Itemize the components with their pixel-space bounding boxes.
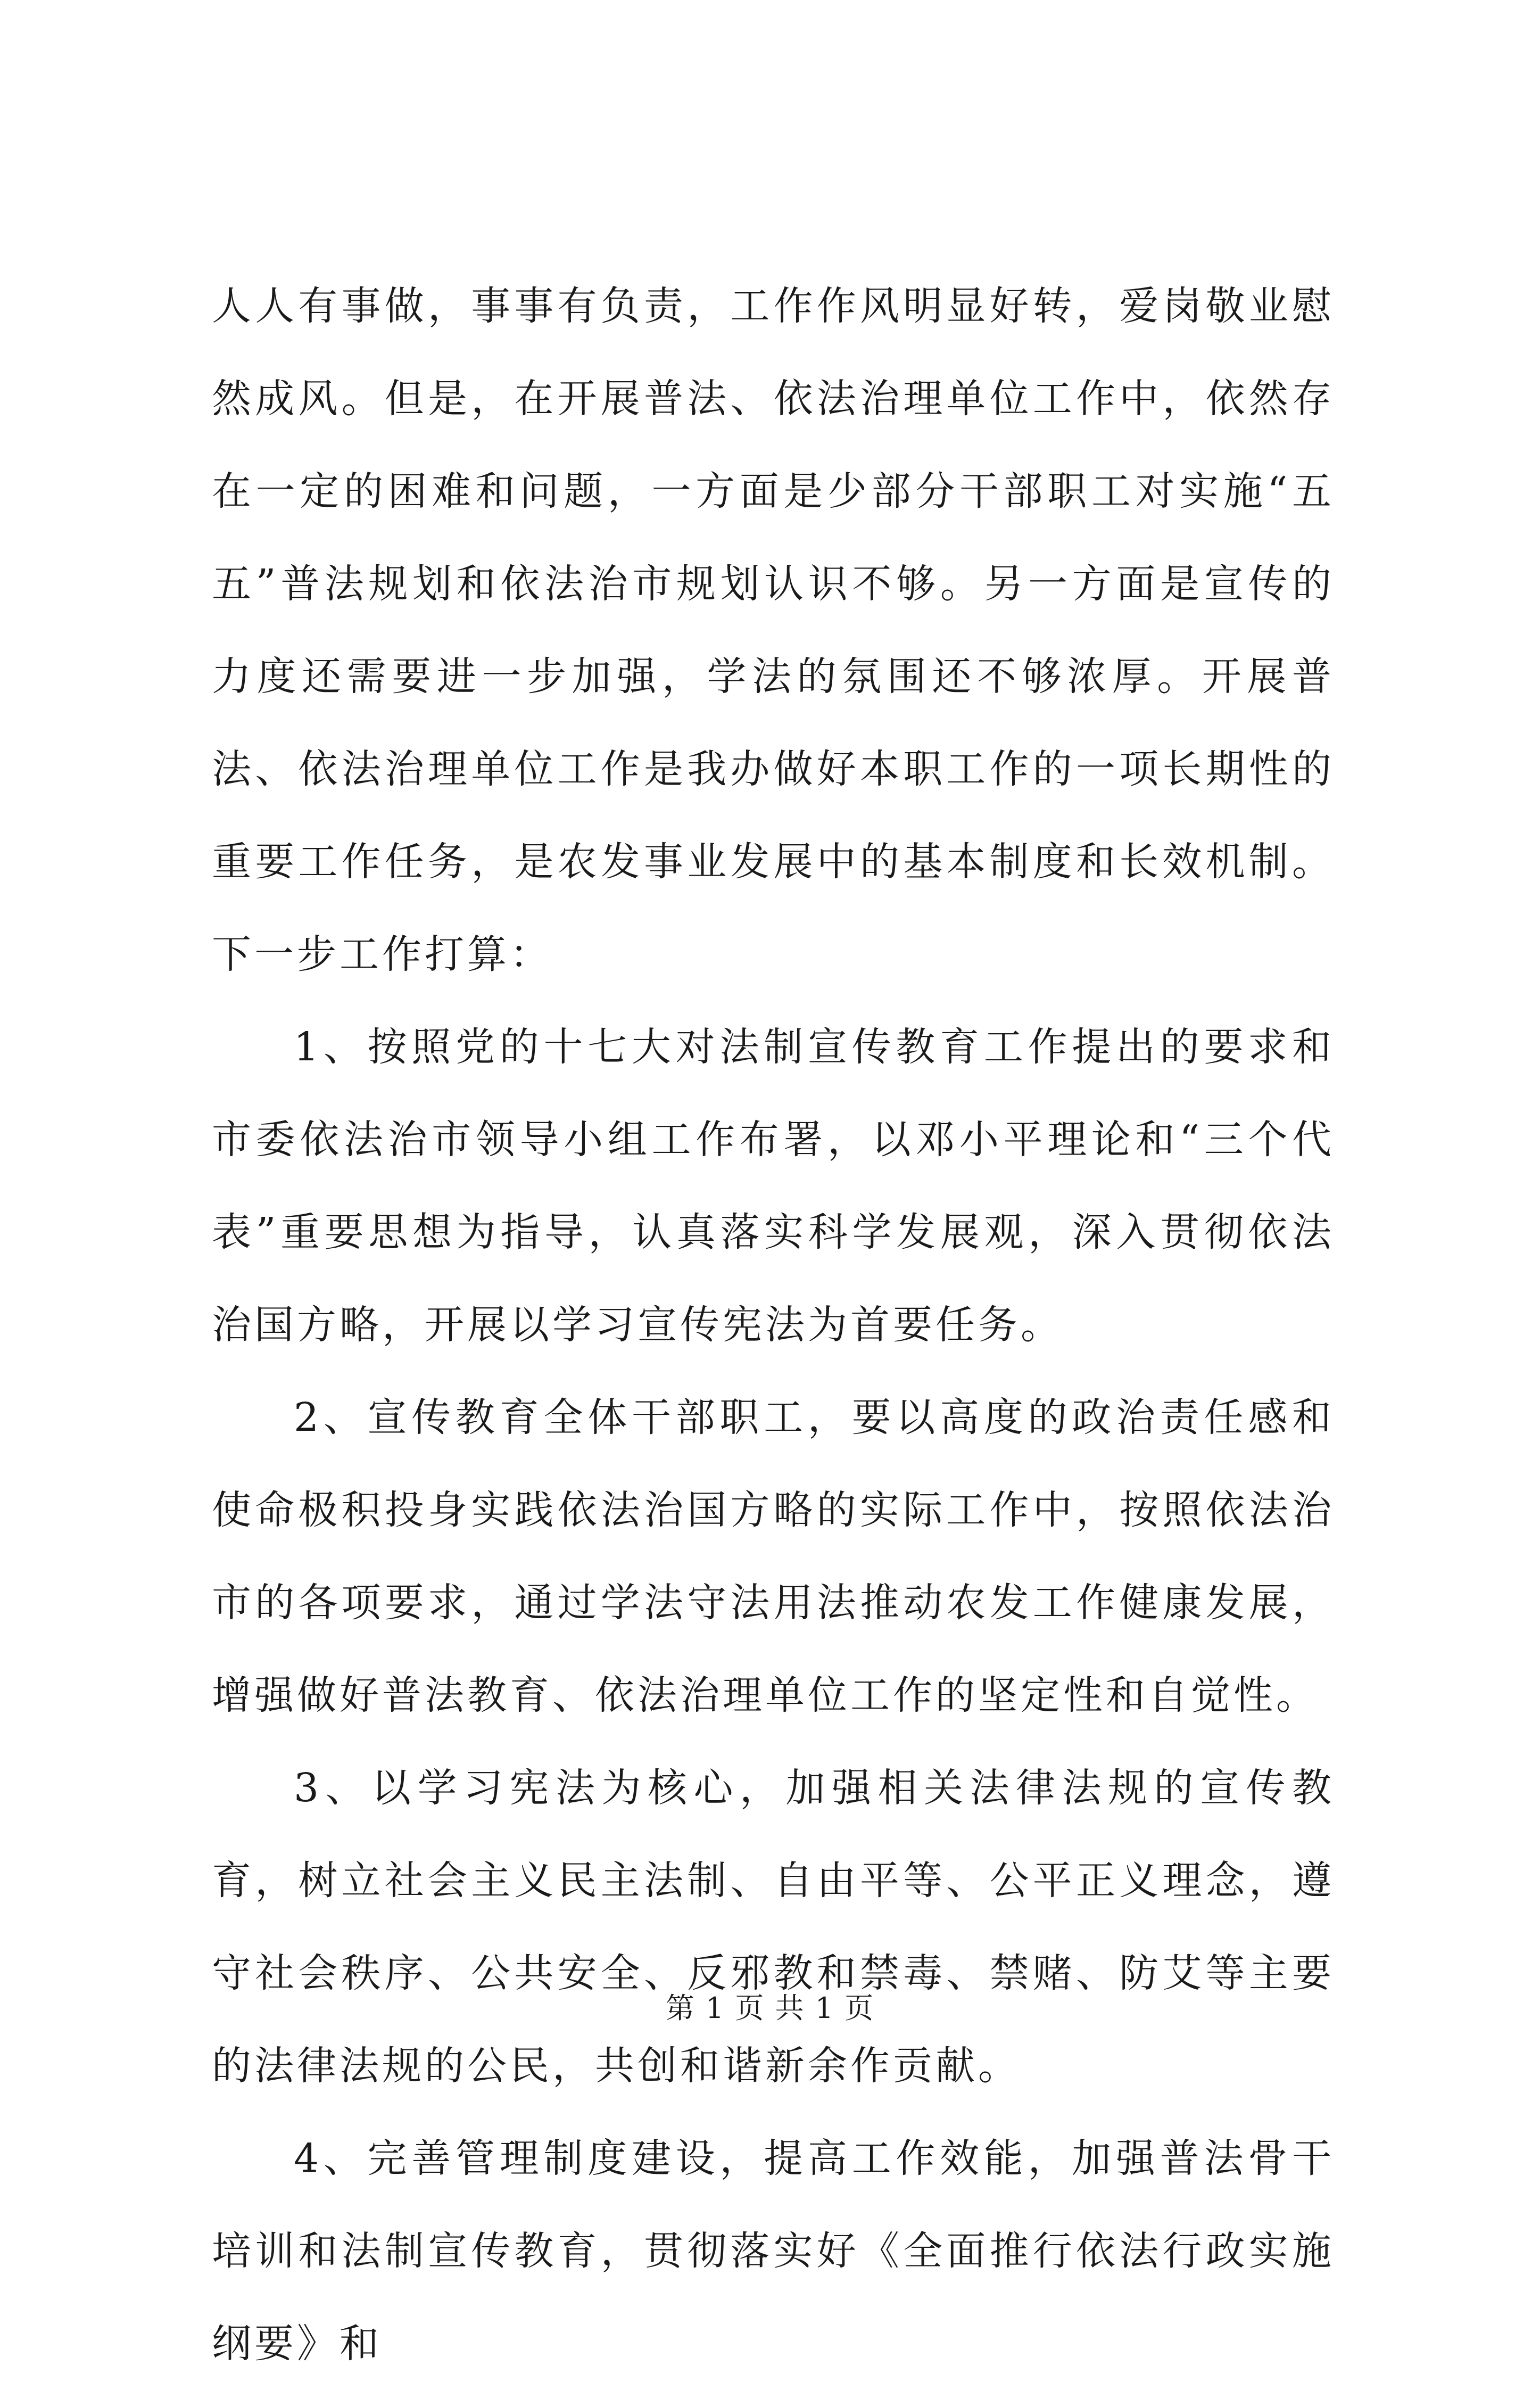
paragraph-item-1: 1、按照党的十七大对法制宣传教育工作提出的要求和市委依法治市领导小组工作布署，以邓小平理论和“三个代表”重要思想为指导，认真落实科学发展观，深入贯彻依法治国方略，开展以学习宣传宪法为首要任务。 bbox=[212, 1024, 1335, 1348]
paragraph-item-3: 3、以学习宪法为核心，加强相关法律法规的宣传教育，树立社会主义民主法制、自由平等、公平正义理念，遵守社会秩序、公共安全、反邪教和禁毒、禁赌、防艾等主要的法律法规的公民，共创和谐新余作贡献。 bbox=[212, 1765, 1335, 2089]
paragraph-item-2: 2、宣传教育全体干部职工，要以高度的政治责任感和使命极积投身实践依法治国方略的实际工作中，按照依法治市的各项要求，通过学法守法用法推动农发工作健康发展，增强做好普法教育、依法治理单位工作的坚定性和自觉性。 bbox=[212, 1395, 1335, 1718]
page-footer: 第 1 页 共 1 页 bbox=[665, 1991, 875, 2025]
paragraph-continuation: 人人有事做，事事有负责，工作作风明显好转，爱岗敬业慰然成风。但是，在开展普法、依法治理单位工作中，依然存在一定的困难和问题，一方面是少部分干部职工对实施“五五”普法规划和依法治市规划认识不够。另一方面是宣传的力度还需要进一步加强，学法的氛围还不够浓厚。开展普法、依法治理单位工作是我办做好本职工作的一项长期性的重要工作任务，是农发事业发展中的基本制度和长效机制。下一步工作打算： bbox=[212, 283, 1335, 977]
paragraph-item-4: 4、完善管理制度建设，提高工作效能，加强普法骨干培训和法制宣传教育，贯彻落实好《全面推行依法行政实施纲要》和 bbox=[212, 2136, 1335, 2367]
document-body bbox=[212, 260, 1335, 2390]
